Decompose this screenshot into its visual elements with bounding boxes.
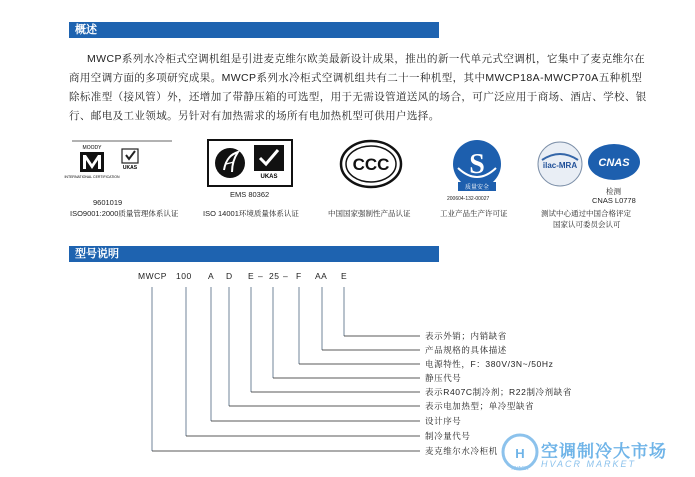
cert-caption-4: 工业产品生产许可证 (440, 209, 508, 218)
code-part-export: E (341, 271, 348, 281)
code-part-power: F (296, 271, 302, 281)
watermark-sub: HVACR MARKET (541, 459, 637, 469)
svg-text:UKAS: UKAS (122, 165, 138, 171)
code-part-pressure: 25 (269, 271, 280, 281)
svg-text:INTERNATIONAL CERTIFICATION: INTERNATIONAL CERTIFICATION (64, 175, 120, 179)
svg-text:CCC: CCC (352, 155, 390, 174)
svg-text:UKAS: UKAS (260, 174, 278, 180)
code-part-refrigerant: E (248, 271, 255, 281)
code-part-design: A (208, 271, 215, 281)
svg-text:HVACR: HVACR (511, 466, 529, 472)
cert-caption-2: ISO 14001环境质量体系认证 (203, 209, 299, 218)
desc-refrigerant: 表示R407C制冷剂；R22制冷剂缺省 (425, 387, 572, 397)
model-title: 型号说明 (75, 248, 119, 260)
desc-design: 设计序号 (425, 416, 462, 426)
intro-paragraph: MWCP系列水冷柜式空调机组是引进麦克维尔欧美最新设计成果，推出的新一代单元式空调机，它集中了麦克维尔在商用空调方面的多项研究成果。MWCP系列水冷柜式空调机组共有二十一种机型，其中MWCP18A-MWCP70A五种机型除标准型（接风管）外，还增加了带静压箱的可选型，用于无需设管道送风的场合，可广泛应用于商场、酒店、学校、银行、邮电及工业领域。另针对有加热需求的场所有电加热机型可供用户选择。 (69, 53, 647, 122)
desc-export: 表示外销；内销缺省 (425, 331, 507, 341)
code-dash-2: – (283, 271, 289, 281)
code-part-spec: AA (315, 271, 328, 281)
desc-heating: 表示电加热型；单冷型缺省 (425, 401, 535, 411)
desc-capacity: 制冷量代号 (425, 431, 471, 441)
svg-text:ilac-MRA: ilac-MRA (542, 161, 578, 170)
svg-text:S: S (469, 149, 485, 180)
cert-caption-3: 中国国家强制性产品认证 (328, 209, 411, 218)
code-part-heating: D (226, 271, 233, 281)
desc-spec: 产品规格的具体描述 (425, 345, 507, 355)
svg-text:MOODY: MOODY (82, 145, 102, 151)
svg-text:CNAS: CNAS (598, 157, 630, 169)
cert-code-5a: 检测 (606, 187, 621, 196)
watermark-brand: 空调制冷大市场 (541, 442, 667, 461)
svg-text:质量安全: 质量安全 (464, 185, 490, 191)
cert-code-1: 9601019 (93, 198, 123, 207)
desc-power: 电源特性，F：380V/3N~/50Hz (425, 359, 554, 369)
code-dash-1: – (258, 271, 264, 281)
desc-series: 麦克维尔水冷柜机 (425, 446, 498, 456)
cert-caption-5: 测试中心通过中国合格评定 (541, 209, 631, 218)
code-part-series: MWCP (138, 271, 167, 281)
cert-code-2: EMS 80362 (230, 190, 270, 199)
overview-title: 概述 (75, 24, 97, 36)
code-part-capacity: 100 (176, 271, 192, 281)
svg-text:H: H (515, 446, 525, 461)
cert-caption-1: ISO9001:2000质量管理体系认证 (70, 209, 179, 218)
desc-pressure: 静压代号 (425, 373, 462, 383)
cert-code-5: CNAS L0778 (592, 196, 636, 205)
cert-caption-5b: 国家认可委员会认可 (553, 220, 621, 229)
cert-code-4: 200604-132-00027 (447, 196, 490, 202)
watermark-logo-icon (500, 432, 540, 472)
